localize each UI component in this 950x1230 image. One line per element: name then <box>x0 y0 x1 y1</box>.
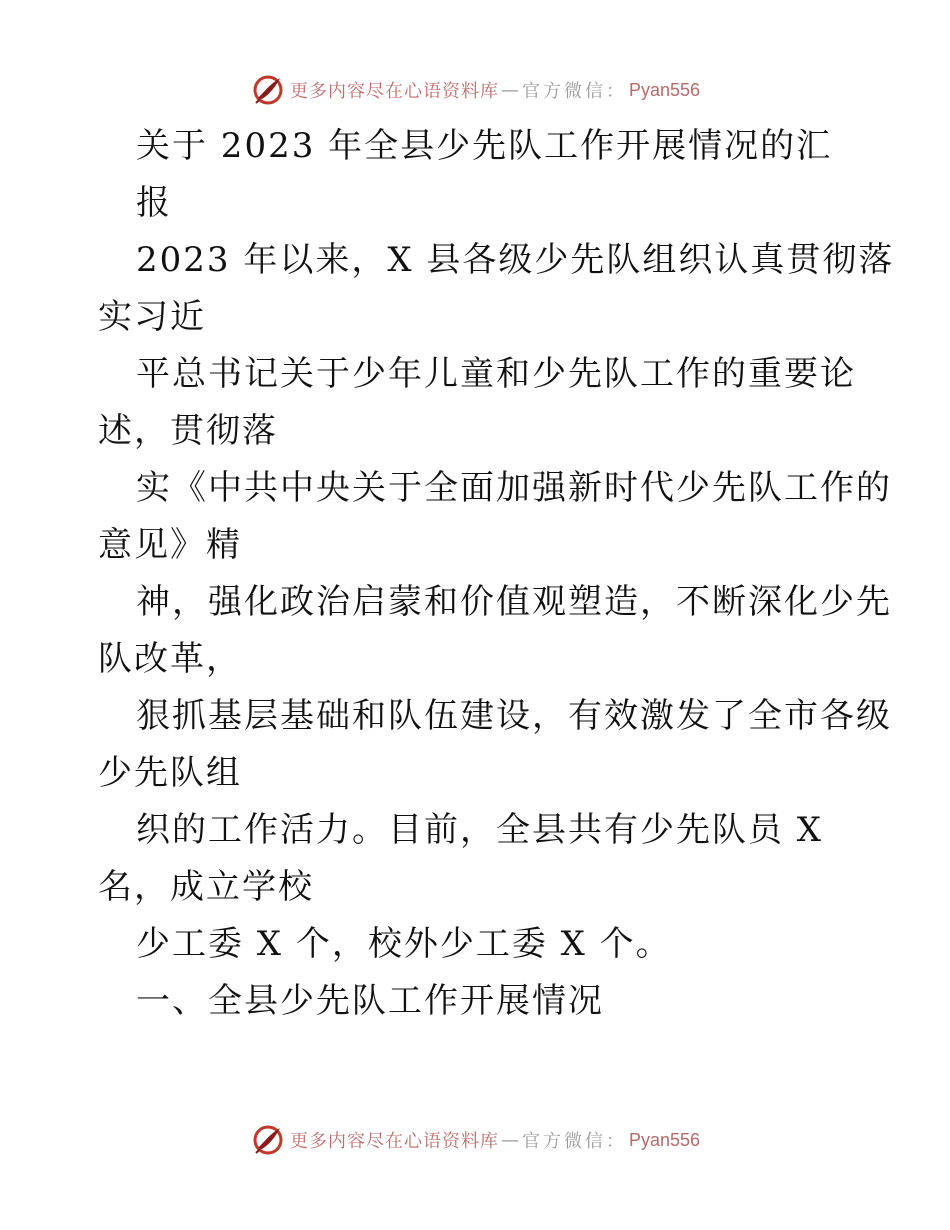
paragraph-line: 2023 年以来，X 县各级少先队组织认真贯彻落 <box>136 240 895 280</box>
feather-quill-logo-icon <box>250 1122 286 1158</box>
paragraph-line: 实习近 <box>98 297 206 337</box>
paragraph-line: 实《中共中央关于全面加强新时代少先队工作的 <box>136 468 892 508</box>
paragraph-line: 平总书记关于少年儿童和少先队工作的重要论 <box>136 354 856 394</box>
paragraph-line: 名，成立学校 <box>98 867 314 907</box>
paragraph-line: 少先队组 <box>98 753 242 793</box>
section-heading: 一、全县少先队工作开展情况 <box>136 981 604 1021</box>
watermark-wechat-id: Pyan556 <box>628 79 701 100</box>
watermark-brand-text: 更多内容尽在心语资料库 <box>289 1131 499 1152</box>
document-title-line-1: 关于 2023 年全县少先队工作开展情况的汇 <box>136 126 833 166</box>
watermark-separator: — <box>500 1129 520 1151</box>
paragraph-line: 述，贯彻落 <box>98 411 278 451</box>
watermark-brand-text: 更多内容尽在心语资料库 <box>289 81 499 102</box>
paragraph-line: 少工委 X 个，校外少工委 X 个。 <box>136 924 672 964</box>
header-watermark <box>0 70 950 110</box>
footer-watermark <box>0 1120 950 1160</box>
document-title-line-2: 报 <box>136 183 172 223</box>
watermark-wechat-label: 官方微信： <box>521 81 627 102</box>
paragraph-line: 意见》精 <box>98 525 242 565</box>
document-body <box>98 118 895 1030</box>
watermark-wechat-label: 官方微信： <box>521 1131 627 1152</box>
feather-quill-logo-icon <box>250 72 286 108</box>
paragraph-line: 队改革， <box>98 639 242 679</box>
paragraph-line: 神，强化政治启蒙和价值观塑造，不断深化少先 <box>136 582 892 622</box>
paragraph-line: 狠抓基层基础和队伍建设，有效激发了全市各级 <box>136 696 892 736</box>
watermark-wechat-id: Pyan556 <box>628 1129 701 1150</box>
paragraph-line: 织的工作活力。目前，全县共有少先队员 X <box>136 810 824 850</box>
watermark-separator: — <box>500 79 520 101</box>
